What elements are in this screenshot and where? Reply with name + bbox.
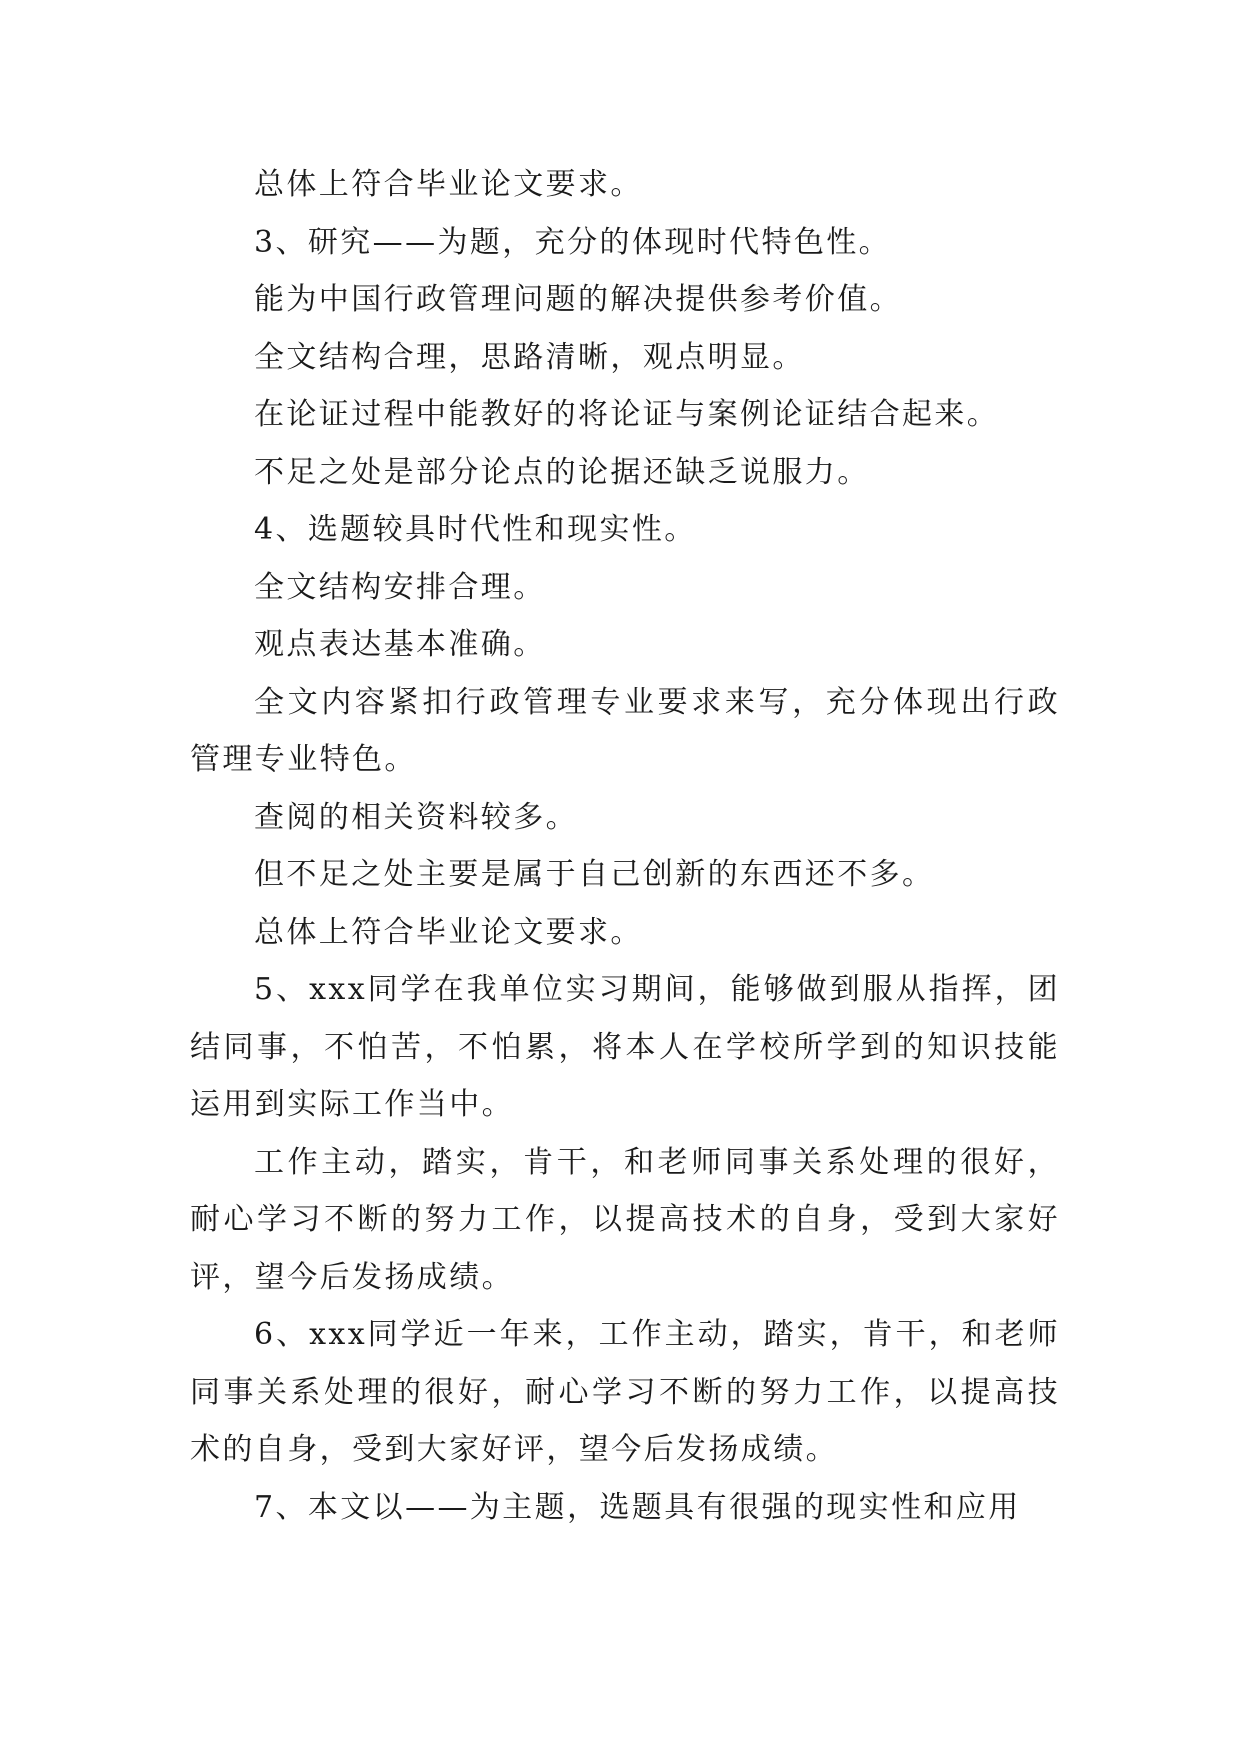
document-body xyxy=(190,156,1060,1536)
paragraph: 全文结构安排合理。 xyxy=(254,569,546,605)
paragraph: 工作主动，踏实，肯干，和老师同事关系处理的很好，耐心学习不断的努力工作，以提高技术的自身，受到大家好评，望今后发扬成绩。 xyxy=(190,1144,1060,1295)
paragraph: 全文内容紧扣行政管理专业要求来写，充分体现出行政管理专业特色。 xyxy=(190,684,1060,777)
paragraph: 6、xxx同学近一年来，工作主动，踏实，肯干，和老师同事关系处理的很好，耐心学习不断的努力工作，以提高技术的自身，受到大家好评，望今后发扬成绩。 xyxy=(190,1317,1060,1467)
paragraph: 4、选题较具时代性和现实性。 xyxy=(254,512,697,547)
paragraph: 全文结构合理，思路清晰，观点明显。 xyxy=(254,339,805,375)
paragraph: 但不足之处主要是属于自己创新的东西还不多。 xyxy=(254,857,935,892)
paragraph: 5、xxx同学在我单位实习期间，能够做到服从指挥，团结同事，不怕苦，不怕累，将本人在学校所学到的知识技能运用到实际工作当中。 xyxy=(190,972,1060,1122)
paragraph: 能为中国行政管理问题的解决提供参考价值。 xyxy=(254,282,902,317)
paragraph: 总体上符合毕业论文要求。 xyxy=(254,167,643,202)
paragraph: 观点表达基本准确。 xyxy=(254,627,546,662)
paragraph: 在论证过程中能教好的将论证与案例论证结合起来。 xyxy=(254,397,1000,432)
paragraph: 查阅的相关资料较多。 xyxy=(254,799,578,835)
paragraph: 7、本文以——为主题，选题具有很强的现实性和应用 xyxy=(254,1489,1021,1525)
paragraph: 不足之处是部分论点的论据还缺乏说服力。 xyxy=(254,454,870,490)
paragraph: 3、研究——为题，充分的体现时代特色性。 xyxy=(254,224,892,260)
paragraph: 总体上符合毕业论文要求。 xyxy=(254,914,643,950)
